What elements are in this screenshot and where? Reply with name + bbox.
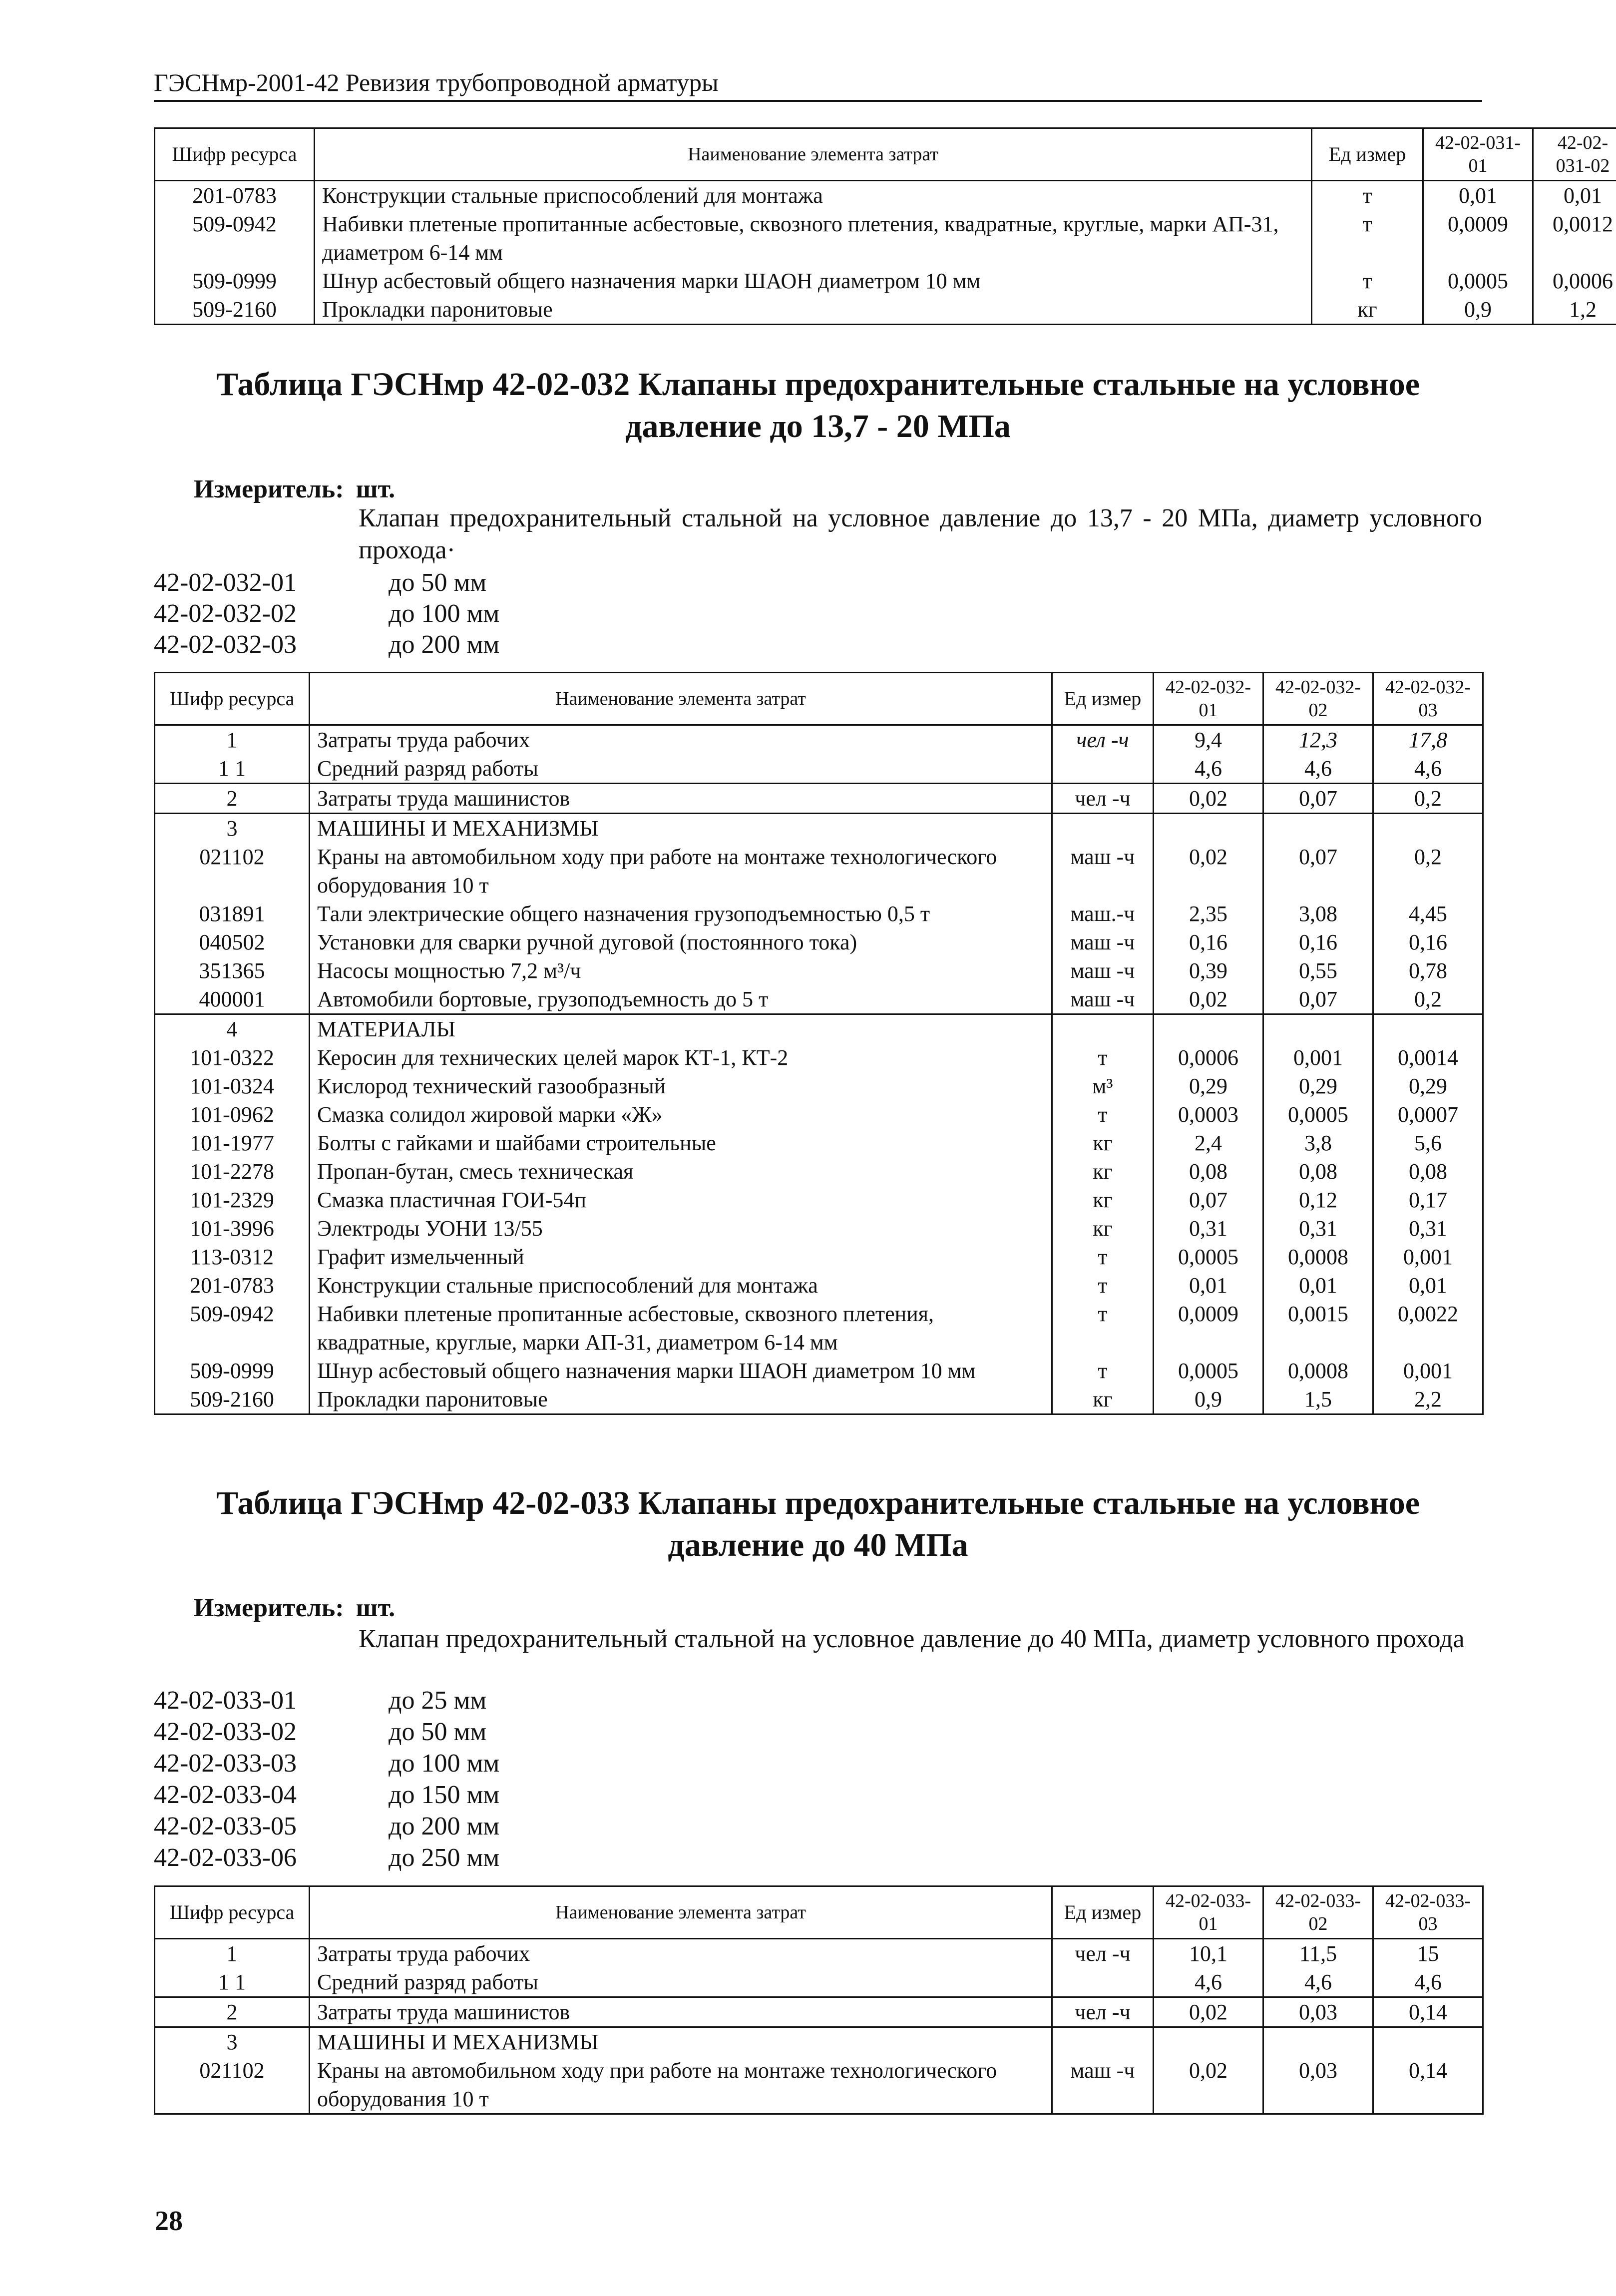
table-row (155, 1939, 1483, 1968)
table-row (155, 2027, 1483, 2057)
cell-value: 0,0022 (1373, 1300, 1483, 1357)
variant-code: 42-02-032-02 (154, 599, 297, 628)
cell-code: 101-1977 (155, 1129, 310, 1157)
column-header: Ед измер (1052, 673, 1154, 725)
cell-value: 0,0006 (1154, 1043, 1263, 1072)
cell-value: 0,0008 (1263, 1357, 1373, 1385)
table-row (155, 900, 1483, 928)
column-header: 42-02-033-01 (1154, 1886, 1263, 1939)
cell-value: 0,001 (1263, 1043, 1373, 1072)
cell-code: 509-0942 (155, 210, 315, 267)
variant-code: 42-02-032-03 (154, 630, 297, 659)
variant-code: 42-02-033-05 (154, 1812, 297, 1840)
cell-unit (1052, 1968, 1154, 1997)
cell-value: 5,6 (1373, 1129, 1483, 1157)
variant-text: до 200 мм (389, 630, 500, 659)
cell-unit (1052, 2027, 1154, 2057)
column-header: 42-02-031-01 (1423, 128, 1533, 181)
cell-value: 0,0006 (1533, 267, 1616, 295)
cell-unit: т (1052, 1357, 1154, 1385)
variant-text: до 50 мм (389, 568, 487, 597)
cell-code: 101-2278 (155, 1157, 310, 1186)
table-row (155, 210, 1616, 267)
variant-code: 42-02-032-01 (154, 568, 297, 597)
cell-name: Затраты труда рабочих (310, 725, 1052, 755)
cell-value: 0,29 (1154, 1072, 1263, 1100)
variant-text: до 100 мм (389, 599, 500, 628)
cell-name: Прокладки паронитовые (315, 295, 1312, 325)
cell-unit: маш -ч (1052, 956, 1154, 985)
cell-unit: т (1052, 1243, 1154, 1271)
cell-name: Автомобили бортовые, грузоподъемность до 5 т (310, 985, 1052, 1014)
cell-value: 0,17 (1373, 1186, 1483, 1214)
cell-value: 3,08 (1263, 900, 1373, 928)
cell-name: Графит измельченный (310, 1243, 1052, 1271)
cell-value: 0,0007 (1373, 1100, 1483, 1129)
cell-name: Затраты труда машинистов (310, 1997, 1052, 2027)
cell-unit: чел -ч (1052, 1939, 1154, 1968)
cell-value: 0,01 (1263, 1271, 1373, 1300)
cell-code: 4 (155, 1014, 310, 1044)
cell-value: 11,5 (1263, 1939, 1373, 1968)
table-row (155, 1186, 1483, 1214)
cell-name: Смазка солидол жировой марки «Ж» (310, 1100, 1052, 1129)
cell-code: 031891 (155, 900, 310, 928)
cell-value: 0,14 (1373, 1997, 1483, 2027)
table-42-02-032 (154, 672, 1484, 1415)
variant-text: до 250 мм (389, 1843, 500, 1872)
variant-text: до 150 мм (389, 1781, 500, 1809)
cell-unit: кг (1052, 1214, 1154, 1243)
cell-unit (1052, 754, 1154, 784)
measure-value: шт. (356, 475, 396, 503)
cell-value: 0,02 (1154, 1997, 1263, 2027)
cell-value: 4,6 (1373, 1968, 1483, 1997)
cell-name: Затраты труда машинистов (310, 784, 1052, 814)
cell-value: 0,39 (1154, 956, 1263, 985)
table-row (155, 2056, 1483, 2114)
cell-value: 15 (1373, 1939, 1483, 1968)
cell-unit: т (1312, 181, 1423, 210)
cell-unit: т (1312, 210, 1423, 267)
cell-value: 2,2 (1373, 1385, 1483, 1414)
cell-name: Набивки плетеные пропитанные асбестовые, сквозного плетения, квадратные, круглые, марки АП-31, диаметром 6-14 мм (310, 1300, 1052, 1357)
cell-value: 0,0003 (1154, 1100, 1263, 1129)
measure-unit (194, 473, 395, 505)
cell-value: 2,4 (1154, 1129, 1263, 1157)
cell-code: 101-0322 (155, 1043, 310, 1072)
cell-unit: кг (1312, 295, 1423, 325)
page-number: 28 (155, 2206, 183, 2237)
cell-value (1154, 814, 1263, 843)
table-row (155, 1043, 1483, 1072)
column-header: Наименование элемента затрат (310, 673, 1052, 725)
variant-code: 42-02-033-01 (154, 1686, 297, 1715)
cell-name: Тали электрические общего назначения грузоподъемностью 0,5 т (310, 900, 1052, 928)
cell-name: Средний разряд работы (310, 1968, 1052, 1997)
cell-name: Шнур асбестовый общего назначения марки ШАОН диаметром 10 мм (310, 1357, 1052, 1385)
cell-code: 509-0999 (155, 267, 315, 295)
cell-unit: маш -ч (1052, 2056, 1154, 2114)
cell-code: 3 (155, 2027, 310, 2057)
table-row (155, 725, 1483, 755)
cell-unit: т (1052, 1271, 1154, 1300)
cell-code: 101-0962 (155, 1100, 310, 1129)
variant-code: 42-02-033-03 (154, 1749, 297, 1778)
column-header: Наименование элемента затрат (310, 1886, 1052, 1939)
measure-label: Измеритель: (194, 1594, 344, 1622)
measure-label: Измеритель: (194, 475, 344, 503)
cell-value: 0,0005 (1154, 1243, 1263, 1271)
cell-value: 1,2 (1533, 295, 1616, 325)
cell-unit: маш -ч (1052, 928, 1154, 956)
cell-unit: кг (1052, 1186, 1154, 1214)
table-row (155, 843, 1483, 900)
cell-value: 0,16 (1373, 928, 1483, 956)
table-row (155, 956, 1483, 985)
cell-value: 2,35 (1154, 900, 1263, 928)
cell-code: 1 (155, 725, 310, 755)
cell-code: 509-2160 (155, 1385, 310, 1414)
table-row (155, 1357, 1483, 1385)
cell-code: 201-0783 (155, 181, 315, 210)
cell-value: 0,02 (1154, 2056, 1263, 2114)
cell-unit (1052, 814, 1154, 843)
cell-unit: маш -ч (1052, 843, 1154, 900)
table-row (155, 1014, 1483, 1044)
column-header: Ед измер (1312, 128, 1423, 181)
cell-code: 3 (155, 814, 310, 843)
table-42-02-033 (154, 1885, 1484, 2115)
cell-name: Набивки плетеные пропитанные асбестовые, сквозного плетения, квадратные, круглые, марки АП-31, диаметром 6-14 мм (315, 210, 1312, 267)
cell-value: 3,8 (1263, 1129, 1373, 1157)
cell-value: 0,001 (1373, 1243, 1483, 1271)
cell-value: 0,78 (1373, 956, 1483, 985)
column-header: 42-02-032-01 (1154, 673, 1263, 725)
cell-code: 101-0324 (155, 1072, 310, 1100)
running-header: ГЭСНмр-2001-42 Ревизия трубопроводной арматуры (154, 65, 1482, 102)
cell-value (1263, 2027, 1373, 2057)
cell-value: 0,31 (1373, 1214, 1483, 1243)
column-header: Шифр ресурса (155, 1886, 310, 1939)
table-row (155, 1214, 1483, 1243)
cell-value (1154, 2027, 1263, 2057)
cell-unit: т (1052, 1100, 1154, 1129)
cell-value: 12,3 (1263, 725, 1373, 755)
variant-code: 42-02-033-02 (154, 1718, 297, 1746)
cell-value (1373, 1014, 1483, 1044)
cell-name: Затраты труда рабочих (310, 1939, 1052, 1968)
cell-unit: чел -ч (1052, 725, 1154, 755)
cell-code: 509-0999 (155, 1357, 310, 1385)
column-header: Шифр ресурса (155, 673, 310, 725)
cell-name: Конструкции стальные приспособлений для монтажа (310, 1271, 1052, 1300)
variant-row (154, 1716, 486, 1748)
variant-text: до 200 мм (389, 1812, 500, 1840)
cell-value: 4,6 (1154, 754, 1263, 784)
cell-code: 1 1 (155, 754, 310, 784)
variant-row (154, 598, 499, 630)
variant-row (154, 629, 499, 661)
cell-value: 9,4 (1154, 725, 1263, 755)
cell-value (1154, 1014, 1263, 1044)
table-row (155, 1072, 1483, 1100)
cell-value: 0,12 (1263, 1186, 1373, 1214)
table-row (155, 1271, 1483, 1300)
table-row (155, 754, 1483, 784)
cell-value: 17,8 (1373, 725, 1483, 755)
cell-unit (1052, 1014, 1154, 1044)
cell-code: 101-2329 (155, 1186, 310, 1214)
cell-name: Пропан-бутан, смесь техническая (310, 1157, 1052, 1186)
cell-name: Шнур асбестовый общего назначения марки ШАОН диаметром 10 мм (315, 267, 1312, 295)
cell-code: 021102 (155, 2056, 310, 2114)
measure-unit (194, 1592, 395, 1624)
cell-value: 0,01 (1154, 1271, 1263, 1300)
variant-row (154, 1811, 499, 1842)
cell-value: 0,29 (1373, 1072, 1483, 1100)
cell-value: 4,6 (1263, 1968, 1373, 1997)
cell-value: 0,02 (1154, 985, 1263, 1014)
cell-unit: маш.-ч (1052, 900, 1154, 928)
cell-unit: кг (1052, 1129, 1154, 1157)
cell-name: Электроды УОНИ 13/55 (310, 1214, 1052, 1243)
cell-unit: чел -ч (1052, 784, 1154, 814)
table-row (155, 1997, 1483, 2027)
cell-name: Насосы мощностью 7,2 м³/ч (310, 956, 1052, 985)
table-42-02-031 (154, 127, 1616, 325)
cell-value: 0,01 (1533, 181, 1616, 210)
cell-value: 0,0008 (1263, 1243, 1373, 1271)
cell-value: 0,2 (1373, 784, 1483, 814)
cell-value: 0,2 (1373, 985, 1483, 1014)
cell-value: 0,08 (1263, 1157, 1373, 1186)
work-description: Клапан предохранительный стальной на условное давление до 40 МПа, диаметр условного прохода (359, 1625, 1465, 1653)
variant-text: до 25 мм (389, 1686, 487, 1715)
column-header: 42-02-032-02 (1263, 673, 1373, 725)
cell-value: 0,001 (1373, 1357, 1483, 1385)
cell-name: Краны на автомобильном ходу при работе на монтаже технологического оборудования 10 т (310, 2056, 1052, 2114)
column-header: Шифр ресурса (155, 128, 315, 181)
cell-unit: т (1052, 1043, 1154, 1072)
cell-value: 0,0012 (1533, 210, 1616, 267)
cell-code: 1 1 (155, 1968, 310, 1997)
cell-value: 4,6 (1154, 1968, 1263, 1997)
cell-value: 1,5 (1263, 1385, 1373, 1414)
cell-value: 0,31 (1154, 1214, 1263, 1243)
section-heading: МАШИНЫ И МЕХАНИЗМЫ (310, 814, 1052, 843)
column-header: Наименование элемента затрат (315, 128, 1312, 181)
cell-value (1263, 814, 1373, 843)
column-header: 42-02-032-03 (1373, 673, 1483, 725)
cell-value: 0,02 (1154, 784, 1263, 814)
measure-value: шт. (356, 1594, 396, 1622)
cell-unit: кг (1052, 1385, 1154, 1414)
table-title: Таблица ГЭСНмр 42-02-033 Клапаны предохранительные стальные на условное давление до 40 МПа (216, 1485, 1420, 1563)
variant-code: 42-02-033-04 (154, 1781, 297, 1809)
cell-value: 10,1 (1154, 1939, 1263, 1968)
cell-value: 0,0005 (1263, 1100, 1373, 1129)
cell-value: 0,9 (1154, 1385, 1263, 1414)
table-row (155, 1385, 1483, 1414)
cell-code: 2 (155, 1997, 310, 2027)
cell-unit: кг (1052, 1157, 1154, 1186)
table-row (155, 1100, 1483, 1129)
section-heading: МАТЕРИАЛЫ (310, 1014, 1052, 1044)
table-row (155, 181, 1616, 210)
cell-code: 201-0783 (155, 1271, 310, 1300)
cell-value: 0,9 (1423, 295, 1533, 325)
table-row (155, 1300, 1483, 1357)
cell-name: Болты с гайками и шайбами строительные (310, 1129, 1052, 1157)
table-title: Таблица ГЭСНмр 42-02-032 Клапаны предохранительные стальные на условное давление до 13,7 - 20 МПа (216, 366, 1420, 445)
cell-name: Конструкции стальные приспособлений для монтажа (315, 181, 1312, 210)
cell-value: 0,01 (1373, 1271, 1483, 1300)
cell-code: 101-3996 (155, 1214, 310, 1243)
cell-value: 0,29 (1263, 1072, 1373, 1100)
variant-text: до 50 мм (389, 1718, 487, 1746)
cell-value: 0,0014 (1373, 1043, 1483, 1072)
work-description: Клапан предохранительный стальной на условное давление до 13,7 - 20 МПа, диаметр условного прохода· (359, 504, 1482, 564)
table-row (155, 814, 1483, 843)
variant-row (154, 1685, 486, 1717)
cell-value: 0,16 (1154, 928, 1263, 956)
cell-code: 351365 (155, 956, 310, 985)
cell-name: Керосин для технических целей марок КТ-1, КТ-2 (310, 1043, 1052, 1072)
table-row (155, 784, 1483, 814)
cell-code: 021102 (155, 843, 310, 900)
cell-value (1263, 1014, 1373, 1044)
cell-value: 0,14 (1373, 2056, 1483, 2114)
cell-unit: м³ (1052, 1072, 1154, 1100)
cell-value: 4,45 (1373, 900, 1483, 928)
cell-value: 0,55 (1263, 956, 1373, 985)
table-row (155, 1968, 1483, 1997)
cell-code: 509-0942 (155, 1300, 310, 1357)
cell-name: Прокладки паронитовые (310, 1385, 1052, 1414)
cell-value: 0,0015 (1263, 1300, 1373, 1357)
cell-code: 400001 (155, 985, 310, 1014)
cell-value: 0,0009 (1154, 1300, 1263, 1357)
section-heading: МАШИНЫ И МЕХАНИЗМЫ (310, 2027, 1052, 2057)
cell-value: 0,02 (1154, 843, 1263, 900)
cell-value: 0,07 (1263, 784, 1373, 814)
variant-code: 42-02-033-06 (154, 1843, 297, 1872)
cell-value: 0,16 (1263, 928, 1373, 956)
cell-name: Кислород технический газообразный (310, 1072, 1052, 1100)
table-row (155, 1129, 1483, 1157)
table-row (155, 928, 1483, 956)
cell-value (1373, 2027, 1483, 2057)
cell-unit: т (1312, 267, 1423, 295)
cell-value: 0,07 (1154, 1186, 1263, 1214)
cell-value: 0,0005 (1423, 267, 1533, 295)
cell-unit: чел -ч (1052, 1997, 1154, 2027)
cell-value: 0,0005 (1154, 1357, 1263, 1385)
variant-row (154, 567, 486, 599)
column-header: 42-02-033-03 (1373, 1886, 1483, 1939)
cell-code: 040502 (155, 928, 310, 956)
cell-code: 1 (155, 1939, 310, 1968)
table-row (155, 985, 1483, 1014)
cell-value: 0,07 (1263, 985, 1373, 1014)
cell-name: Средний разряд работы (310, 754, 1052, 784)
table-row (155, 1243, 1483, 1271)
cell-value: 0,0009 (1423, 210, 1533, 267)
cell-value: 0,08 (1373, 1157, 1483, 1186)
cell-code: 113-0312 (155, 1243, 310, 1271)
cell-value: 4,6 (1373, 754, 1483, 784)
cell-name: Установки для сварки ручной дуговой (постоянного тока) (310, 928, 1052, 956)
column-header: Ед измер (1052, 1886, 1154, 1939)
cell-code: 2 (155, 784, 310, 814)
cell-value: 0,03 (1263, 2056, 1373, 2114)
table-row (155, 295, 1616, 325)
cell-value: 0,31 (1263, 1214, 1373, 1243)
cell-value: 0,07 (1263, 843, 1373, 900)
cell-value: 0,03 (1263, 1997, 1373, 2027)
cell-unit: маш -ч (1052, 985, 1154, 1014)
cell-value: 0,2 (1373, 843, 1483, 900)
variant-row (154, 1748, 499, 1780)
cell-code: 509-2160 (155, 295, 315, 325)
cell-value: 0,01 (1423, 181, 1533, 210)
cell-value: 0,08 (1154, 1157, 1263, 1186)
column-header: 42-02-031-02 (1533, 128, 1616, 181)
table-row (155, 1157, 1483, 1186)
variant-row (154, 1842, 499, 1874)
cell-value: 4,6 (1263, 754, 1373, 784)
cell-name: Смазка пластичная ГОИ-54п (310, 1186, 1052, 1214)
cell-value (1373, 814, 1483, 843)
cell-unit: т (1052, 1300, 1154, 1357)
variant-row (154, 1779, 499, 1811)
column-header: 42-02-033-02 (1263, 1886, 1373, 1939)
cell-name: Краны на автомобильном ходу при работе на монтаже технологического оборудования 10 т (310, 843, 1052, 900)
variant-text: до 100 мм (389, 1749, 500, 1778)
table-row (155, 267, 1616, 295)
